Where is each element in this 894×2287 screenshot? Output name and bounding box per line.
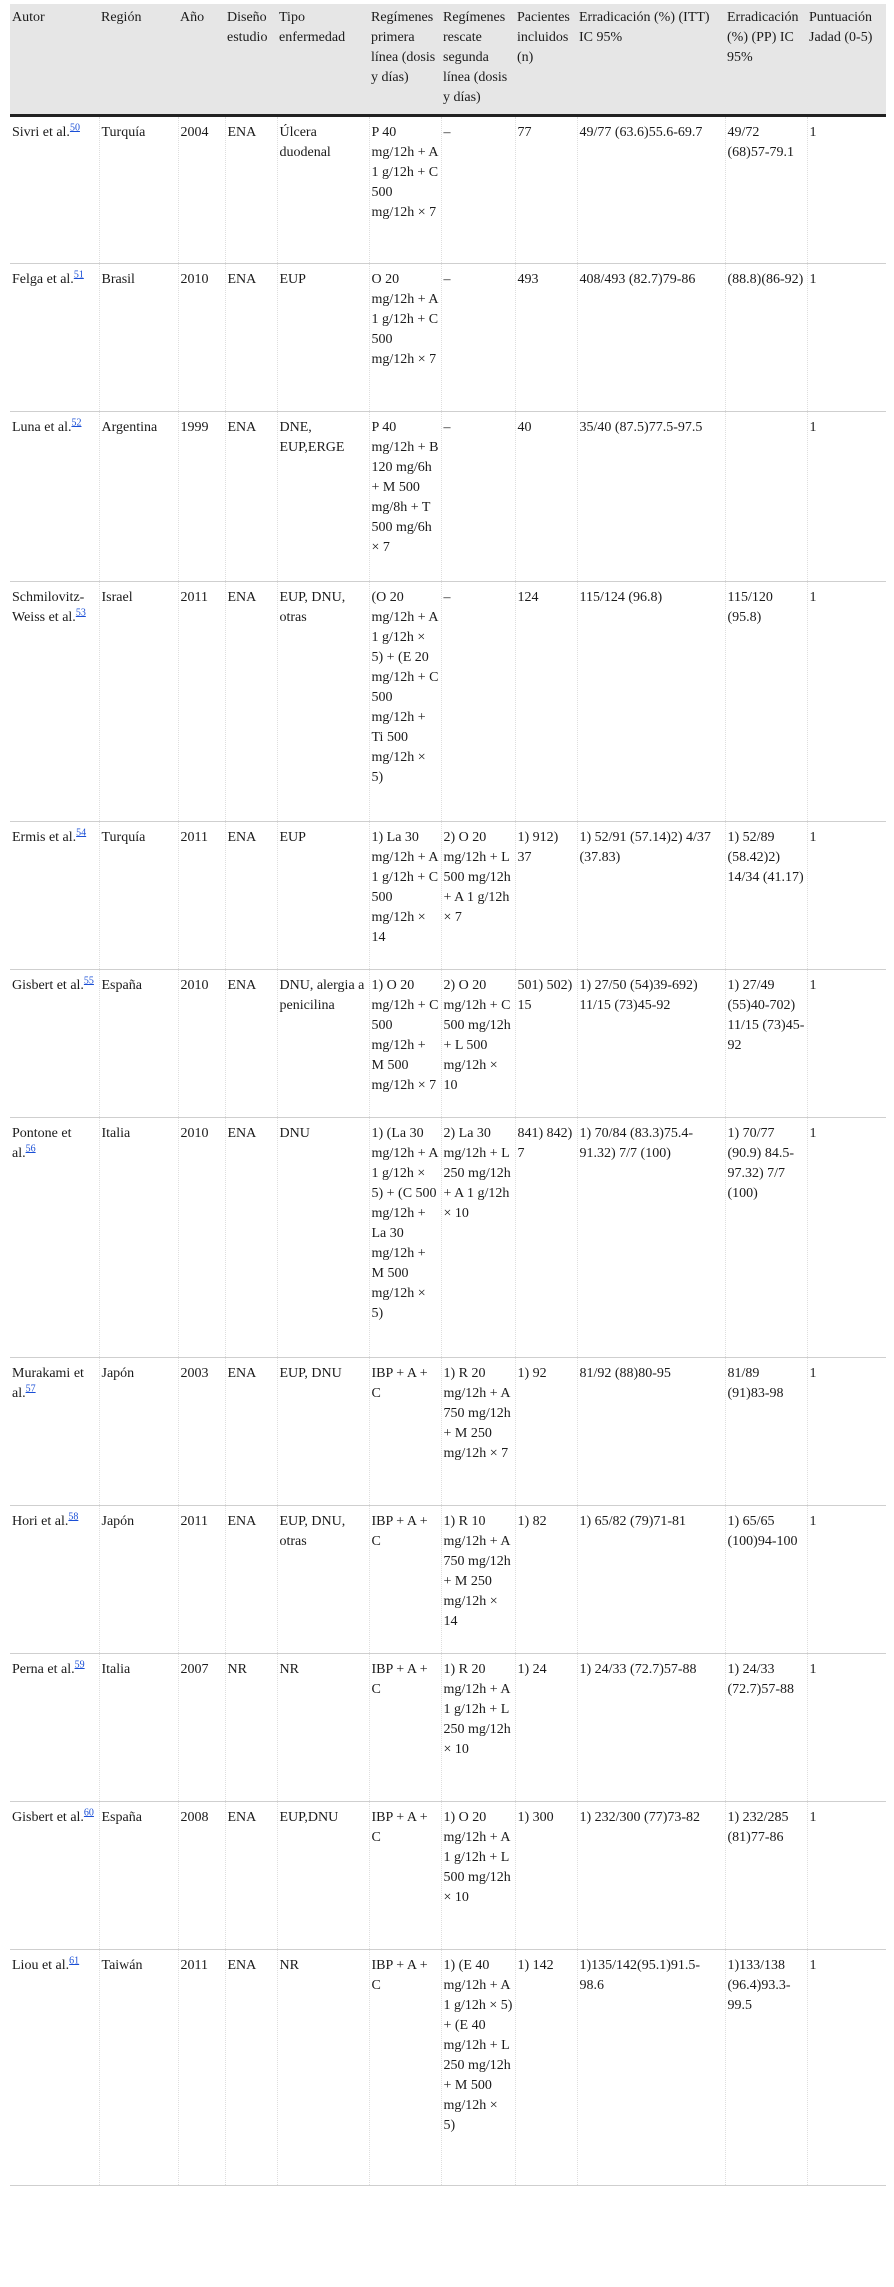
cell-autor <box>10 1654 99 1802</box>
header-anio: Año <box>178 4 225 116</box>
header-pacientes: Pacientes incluidos (n) <box>515 4 577 116</box>
cell-jadad: 1 <box>807 970 886 1118</box>
cell-rescate: 2) O 20 mg/12h + L 500 mg/12h + A 1 g/12h × 7 <box>441 822 515 970</box>
cell-pacientes: 1) 142 <box>515 1950 577 2186</box>
cell-pp: 1) 27/49 (55)40-702) 11/15 (73)45-92 <box>725 970 807 1118</box>
cell-pp: 1) 232/285 (81)77-86 <box>725 1802 807 1950</box>
cell-rescate: 2) O 20 mg/12h + C 500 mg/12h + L 500 mg/12h × 10 <box>441 970 515 1118</box>
cell-primera: IBP + A + C <box>369 1506 441 1654</box>
cell-pp: 1) 65/65 (100)94-100 <box>725 1506 807 1654</box>
cell-itt: 1) 27/50 (54)39-692) 11/15 (73)45-92 <box>577 970 725 1118</box>
cell-pacientes: 493 <box>515 264 577 412</box>
table-row <box>10 116 886 264</box>
cell-itt: 49/77 (63.6)55.6-69.7 <box>577 116 725 264</box>
cell-tipo: EUP, DNU <box>277 1358 369 1506</box>
cell-diseno: ENA <box>225 264 277 412</box>
cell-tipo: NR <box>277 1950 369 2186</box>
cell-primera: IBP + A + C <box>369 1950 441 2186</box>
cell-pacientes: 1) 92 <box>515 1358 577 1506</box>
cell-primera: (O 20 mg/12h + A 1 g/12h × 5) + (E 20 mg/12h + C 500 mg/12h + Ti 500 mg/12h × 5) <box>369 582 441 822</box>
header-itt: Erradicación (%) (ITT) IC 95% <box>577 4 725 116</box>
table-body <box>10 116 886 2186</box>
cell-rescate: 1) R 20 mg/12h + A 1 g/12h + L 250 mg/12h × 10 <box>441 1654 515 1802</box>
reference-link[interactable]: 60 <box>83 1807 94 1819</box>
author-name: Ermis et al. <box>12 830 77 845</box>
author-name: Gisbert et al. <box>12 1810 84 1825</box>
cell-pacientes: 1) 300 <box>515 1802 577 1950</box>
cell-region: Turquía <box>99 822 178 970</box>
header-row <box>10 4 886 116</box>
cell-region: Turquía <box>99 116 178 264</box>
cell-rescate: – <box>441 582 515 822</box>
cell-tipo: DNU, alergia a penicilina <box>277 970 369 1118</box>
cell-pp: 1)133/138 (96.4)93.3-99.5 <box>725 1950 807 2186</box>
author-name: Pontone et al. <box>12 1126 72 1161</box>
cell-pacientes: 1) 912) 37 <box>515 822 577 970</box>
cell-itt: 1)135/142(95.1)91.5-98.6 <box>577 1950 725 2186</box>
cell-tipo: DNE, EUP,ERGE <box>277 412 369 582</box>
author-name: Gisbert et al. <box>12 978 84 993</box>
cell-pacientes: 77 <box>515 116 577 264</box>
cell-region: Italia <box>99 1118 178 1358</box>
table-row <box>10 970 886 1118</box>
header-rescate: Regímenes rescate segunda línea (dosis y días) <box>441 4 515 116</box>
cell-tipo: EUP, DNU, otras <box>277 582 369 822</box>
cell-region: España <box>99 970 178 1118</box>
cell-diseno: NR <box>225 1654 277 1802</box>
cell-primera: 1) La 30 mg/12h + A 1 g/12h + C 500 mg/12h × 14 <box>369 822 441 970</box>
cell-pp: 1) 70/77 (90.9) 84.5-97.32) 7/7 (100) <box>725 1118 807 1358</box>
table-row <box>10 1358 886 1506</box>
cell-jadad: 1 <box>807 116 886 264</box>
author-name: Liou et al. <box>12 1958 70 1973</box>
cell-region: Japón <box>99 1358 178 1506</box>
cell-autor <box>10 412 99 582</box>
cell-autor <box>10 1358 99 1506</box>
author-name: Luna et al. <box>12 420 72 435</box>
cell-tipo: EUP, DNU, otras <box>277 1506 369 1654</box>
header-autor: Autor <box>10 4 99 116</box>
cell-pacientes: 841) 842) 7 <box>515 1118 577 1358</box>
cell-primera: 1) (La 30 mg/12h + A 1 g/12h × 5) + (C 500 mg/12h + La 30 mg/12h + M 500 mg/12h × 5) <box>369 1118 441 1358</box>
reference-link[interactable]: 56 <box>25 1143 36 1155</box>
cell-autor <box>10 1118 99 1358</box>
cell-autor <box>10 1506 99 1654</box>
table-row <box>10 582 886 822</box>
cell-jadad: 1 <box>807 412 886 582</box>
cell-autor <box>10 582 99 822</box>
cell-anio: 2010 <box>178 1118 225 1358</box>
cell-anio: 1999 <box>178 412 225 582</box>
reference-link[interactable]: 59 <box>74 1659 85 1671</box>
reference-link[interactable]: 55 <box>83 975 94 987</box>
cell-itt: 1) 52/91 (57.14)2) 4/37 (37.83) <box>577 822 725 970</box>
cell-anio: 2007 <box>178 1654 225 1802</box>
results-table <box>10 4 886 2186</box>
header-primera: Regímenes primera línea (dosis y días) <box>369 4 441 116</box>
cell-diseno: ENA <box>225 1358 277 1506</box>
cell-tipo: EUP <box>277 822 369 970</box>
cell-itt: 35/40 (87.5)77.5-97.5 <box>577 412 725 582</box>
cell-autor <box>10 970 99 1118</box>
cell-region: España <box>99 1802 178 1950</box>
author-name: Sivri et al. <box>12 125 70 140</box>
cell-anio: 2010 <box>178 264 225 412</box>
cell-autor <box>10 1802 99 1950</box>
cell-jadad: 1 <box>807 582 886 822</box>
cell-rescate: – <box>441 412 515 582</box>
cell-region: Brasil <box>99 264 178 412</box>
header-jadad: Puntuación Jadad (0-5) <box>807 4 886 116</box>
cell-primera: 1) O 20 mg/12h + C 500 mg/12h + M 500 mg/12h × 7 <box>369 970 441 1118</box>
cell-itt: 1) 70/84 (83.3)75.4-91.32) 7/7 (100) <box>577 1118 725 1358</box>
table-row <box>10 1950 886 2186</box>
cell-autor <box>10 264 99 412</box>
cell-autor <box>10 822 99 970</box>
cell-itt: 1) 65/82 (79)71-81 <box>577 1506 725 1654</box>
author-name: Felga et al. <box>12 272 74 287</box>
cell-pacientes: 124 <box>515 582 577 822</box>
cell-diseno: ENA <box>225 116 277 264</box>
cell-anio: 2004 <box>178 116 225 264</box>
table-row <box>10 412 886 582</box>
reference-link[interactable]: 57 <box>25 1383 36 1395</box>
cell-diseno: ENA <box>225 1506 277 1654</box>
cell-pp: 1) 52/89 (58.42)2) 14/34 (41.17) <box>725 822 807 970</box>
cell-autor <box>10 1950 99 2186</box>
cell-pp <box>725 412 807 582</box>
cell-tipo: NR <box>277 1654 369 1802</box>
cell-primera: IBP + A + C <box>369 1802 441 1950</box>
table-row <box>10 1802 886 1950</box>
cell-rescate: – <box>441 116 515 264</box>
cell-itt: 1) 24/33 (72.7)57-88 <box>577 1654 725 1802</box>
cell-rescate: 1) R 10 mg/12h + A 750 mg/12h + M 250 mg/12h × 14 <box>441 1506 515 1654</box>
cell-jadad: 1 <box>807 1358 886 1506</box>
cell-rescate: 1) R 20 mg/12h + A 750 mg/12h + M 250 mg/12h × 7 <box>441 1358 515 1506</box>
cell-anio: 2010 <box>178 970 225 1118</box>
reference-link[interactable]: 51 <box>73 269 84 281</box>
table-row <box>10 1506 886 1654</box>
cell-diseno: ENA <box>225 412 277 582</box>
header-tipo: Tipo enfermedad <box>277 4 369 116</box>
cell-tipo: EUP <box>277 264 369 412</box>
cell-diseno: ENA <box>225 1950 277 2186</box>
cell-primera: IBP + A + C <box>369 1654 441 1802</box>
cell-pp: 49/72 (68)57-79.1 <box>725 116 807 264</box>
cell-anio: 2008 <box>178 1802 225 1950</box>
cell-primera: P 40 mg/12h + B 120 mg/6h + M 500 mg/8h + T 500 mg/6h × 7 <box>369 412 441 582</box>
cell-anio: 2011 <box>178 1506 225 1654</box>
reference-link[interactable]: 54 <box>76 827 87 839</box>
cell-region: Italia <box>99 1654 178 1802</box>
reference-link[interactable]: 52 <box>71 417 82 429</box>
cell-rescate: 1) O 20 mg/12h + A 1 g/12h + L 500 mg/12h × 10 <box>441 1802 515 1950</box>
cell-jadad: 1 <box>807 1950 886 2186</box>
cell-pp: 81/89 (91)83-98 <box>725 1358 807 1506</box>
cell-itt: 115/124 (96.8) <box>577 582 725 822</box>
header-region: Región <box>99 4 178 116</box>
cell-rescate: 2) La 30 mg/12h + L 250 mg/12h + A 1 g/12h × 10 <box>441 1118 515 1358</box>
cell-pp: 1) 24/33 (72.7)57-88 <box>725 1654 807 1802</box>
cell-tipo: DNU <box>277 1118 369 1358</box>
reference-link[interactable]: 61 <box>69 1955 80 1967</box>
cell-pacientes: 1) 24 <box>515 1654 577 1802</box>
cell-anio: 2003 <box>178 1358 225 1506</box>
cell-pacientes: 40 <box>515 412 577 582</box>
cell-jadad: 1 <box>807 264 886 412</box>
author-name: Schmilovitz-Weiss et al. <box>12 590 85 625</box>
cell-diseno: ENA <box>225 822 277 970</box>
cell-diseno: ENA <box>225 1118 277 1358</box>
author-name: Perna et al. <box>12 1662 75 1677</box>
cell-anio: 2011 <box>178 1950 225 2186</box>
table-row <box>10 822 886 970</box>
table-row <box>10 264 886 412</box>
table-header <box>10 4 886 116</box>
reference-link[interactable]: 50 <box>69 122 80 134</box>
cell-pacientes: 1) 82 <box>515 1506 577 1654</box>
header-pp: Erradicación (%) (PP) IC 95% <box>725 4 807 116</box>
cell-anio: 2011 <box>178 582 225 822</box>
reference-link[interactable]: 53 <box>75 607 86 619</box>
cell-tipo: EUP,DNU <box>277 1802 369 1950</box>
cell-jadad: 1 <box>807 1118 886 1358</box>
table-row <box>10 1118 886 1358</box>
cell-diseno: ENA <box>225 582 277 822</box>
cell-primera: IBP + A + C <box>369 1358 441 1506</box>
cell-jadad: 1 <box>807 1654 886 1802</box>
cell-diseno: ENA <box>225 970 277 1118</box>
cell-autor <box>10 116 99 264</box>
author-name: Murakami et al. <box>12 1366 84 1401</box>
cell-diseno: ENA <box>225 1802 277 1950</box>
cell-anio: 2011 <box>178 822 225 970</box>
cell-jadad: 1 <box>807 822 886 970</box>
cell-region: Taiwán <box>99 1950 178 2186</box>
cell-jadad: 1 <box>807 1802 886 1950</box>
cell-pp: (88.8)(86-92) <box>725 264 807 412</box>
author-name: Hori et al. <box>12 1514 69 1529</box>
cell-primera: P 40 mg/12h + A 1 g/12h + C 500 mg/12h × 7 <box>369 116 441 264</box>
table-row <box>10 1654 886 1802</box>
cell-rescate: – <box>441 264 515 412</box>
cell-region: Argentina <box>99 412 178 582</box>
cell-region: Israel <box>99 582 178 822</box>
cell-itt: 81/92 (88)80-95 <box>577 1358 725 1506</box>
reference-link[interactable]: 58 <box>68 1511 79 1523</box>
cell-itt: 1) 232/300 (77)73-82 <box>577 1802 725 1950</box>
cell-pacientes: 501) 502) 15 <box>515 970 577 1118</box>
cell-jadad: 1 <box>807 1506 886 1654</box>
cell-tipo: Úlcera duodenal <box>277 116 369 264</box>
cell-rescate: 1) (E 40 mg/12h + A 1 g/12h × 5) + (E 40 mg/12h + L 250 mg/12h + M 500 mg/12h × 5) <box>441 1950 515 2186</box>
header-diseno: Diseño estudio <box>225 4 277 116</box>
cell-itt: 408/493 (82.7)79-86 <box>577 264 725 412</box>
cell-pp: 115/120 (95.8) <box>725 582 807 822</box>
cell-region: Japón <box>99 1506 178 1654</box>
cell-primera: O 20 mg/12h + A 1 g/12h + C 500 mg/12h × 7 <box>369 264 441 412</box>
